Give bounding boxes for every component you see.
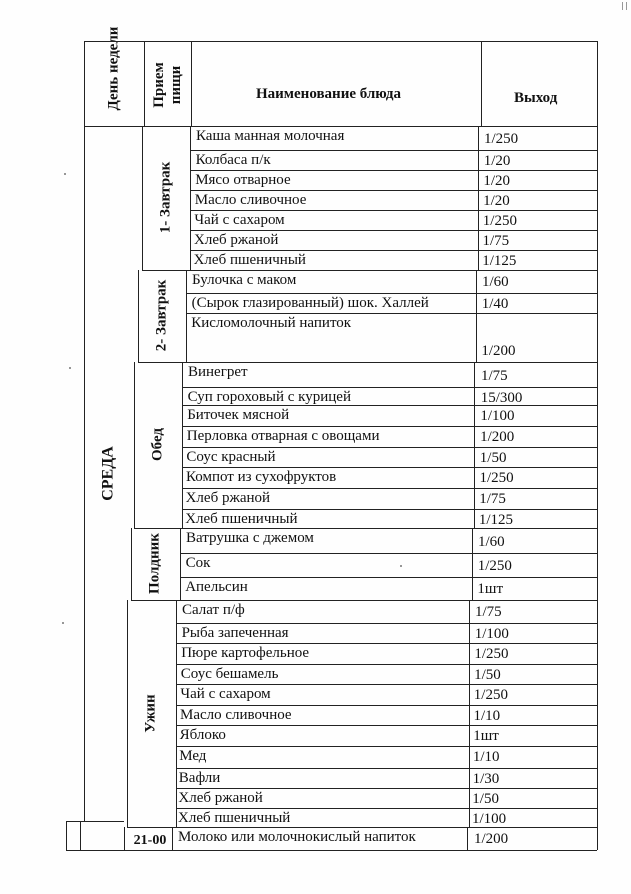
dish-output: 1шт [477,581,503,597]
dish-name: Хлеб пшеничный [178,810,291,826]
header-divider-name [191,41,192,126]
scan-speck [64,173,66,175]
header-day-of-week-label: День недели [105,26,122,111]
day-label: СРЕДА [99,446,117,501]
dish-output: 1/50 [479,450,507,466]
table-border-left [84,41,85,821]
scan-speck [69,367,71,369]
dish-name: Винегрет [188,364,248,380]
dish-name: Компот из сухофруктов [186,469,337,485]
dish-output: 1/125 [478,512,514,528]
dish-output: 1/250 [477,558,512,574]
header-meal-label: Прием пищи [151,62,184,108]
meal-label: Обед [149,427,166,462]
dish-name: Чай с сахаром [180,686,271,702]
dish-output: 1/75 [482,233,510,249]
dish-output: 1/10 [472,749,500,765]
dish-output: 1/50 [472,791,499,807]
dish-output: 1/125 [482,253,517,269]
dish-name: Хлеб пшеничный [193,252,306,268]
row-line [176,725,597,726]
meal-column-line [138,270,139,362]
table-border-right [597,41,598,850]
header-meal [151,55,185,115]
dish-output: 1шт [473,728,499,744]
dish-output: 1/40 [481,296,509,312]
dish-name: Хлеб пшеничный [185,511,298,527]
meal-column-line [134,362,135,528]
dish-name: Соус красный [186,449,276,465]
dish-name: Яблоко [179,727,226,743]
output-column-line [467,827,468,850]
name-column-line [176,600,177,827]
row-line [180,553,597,554]
meal-column-line [131,528,132,600]
dish-name: Молоко или молочнокислый напиток [178,829,416,845]
table-border-left-bottom [66,821,67,850]
table-border-top [84,41,597,42]
name-column-line [186,270,187,362]
dish-name: Мясо отварное [195,172,291,188]
dish-output: 1/60 [478,534,505,550]
dish-name: Хлеб ржаной [185,490,271,506]
dish-output: 1/200 [481,343,516,359]
meal-label: 21-00 [133,833,167,848]
dish-output: 1/200 [474,831,509,847]
meal-group-line [124,850,597,851]
table-border-left-lower [80,821,81,850]
dish-output: 1/30 [472,771,500,787]
dish-output: 1/20 [483,153,511,169]
dish-output: 1/250 [484,131,519,147]
dish-name: Каша манная молочная [196,128,345,144]
dish-name: Пюре картофельное [181,645,310,661]
meal-label: 2- Завтрак [153,279,170,352]
header-dish-name: Наименование блюда [256,86,401,102]
output-column-line [476,270,477,362]
dish-name: Биточек мясной [187,407,290,423]
name-column-line [172,827,173,850]
header-output: Выход [514,90,558,106]
meal-label: 1- Завтрак [157,161,174,234]
dish-name: Хлеб ржаной [194,232,279,248]
dish-name: Колбаса п/к [195,152,271,168]
dish-name: Мед [179,748,207,764]
meal-column-line [127,600,128,827]
output-column-line [472,528,473,600]
dish-name: Апельсин [185,579,248,595]
dish-output: 1/100 [474,626,509,642]
dish-output: 1/10 [473,708,501,724]
dish-name: Ватрушка с джемом [186,530,314,546]
dish-name: Масло сливочное [180,707,292,723]
dish-name: Вафли [178,770,221,786]
dish-output: 1/75 [475,604,502,620]
dish-name: Перловка отварная с овощами [186,428,380,444]
dish-output: 1/75 [481,368,508,384]
dish-output: 1/20 [483,173,511,189]
dish-output: 1/75 [479,491,506,507]
scan-corner-mark [622,2,627,10]
dish-name: Сок [185,555,211,571]
dish-output: 15/300 [480,390,523,406]
dish-output: 1/250 [482,213,517,229]
meal-label: Ужин [142,693,159,733]
dish-name: (Сырок глазированный) шок. Халлей [191,295,429,311]
meal-column-line [124,827,125,850]
row-line [176,746,597,747]
header-day-of-week [105,26,123,111]
header-divider-meal [144,41,145,126]
dish-name: Кисломолочный напиток [191,315,352,331]
dish-output: 1/20 [483,193,510,209]
dish-name: Рыба запеченная [181,625,289,641]
dish-output: 1/60 [482,274,509,290]
dish-output: 1/100 [472,811,507,827]
dish-name: Хлеб ржаной [178,790,263,806]
dish-output: 1/250 [474,646,509,662]
name-column-line [180,528,181,600]
dish-output: 1/250 [473,687,508,703]
scan-speck [62,622,64,624]
name-column-line [190,126,191,270]
dish-output: 1/50 [474,667,501,683]
dish-output: 1/250 [479,470,514,486]
day-bottom-line [66,821,124,822]
dish-output: 1/100 [480,408,515,424]
meal-label: Полдник [146,533,163,594]
dish-name: Соус бешамель [180,666,279,682]
output-column-line [478,126,479,270]
dish-name: Суп гороховый с курицей [187,389,351,405]
dish-name: Салат п/ф [182,602,245,618]
row-line [176,768,597,769]
dish-name: Булочка с маком [192,272,297,288]
dish-name: Масло сливочное [194,192,307,208]
output-column-line [469,600,470,827]
dish-name: Чай с сахаром [194,212,285,228]
header-divider-out [481,41,482,126]
meal-column-line [142,126,143,270]
dish-output: 1/200 [480,429,515,445]
scan-speck [400,565,402,567]
